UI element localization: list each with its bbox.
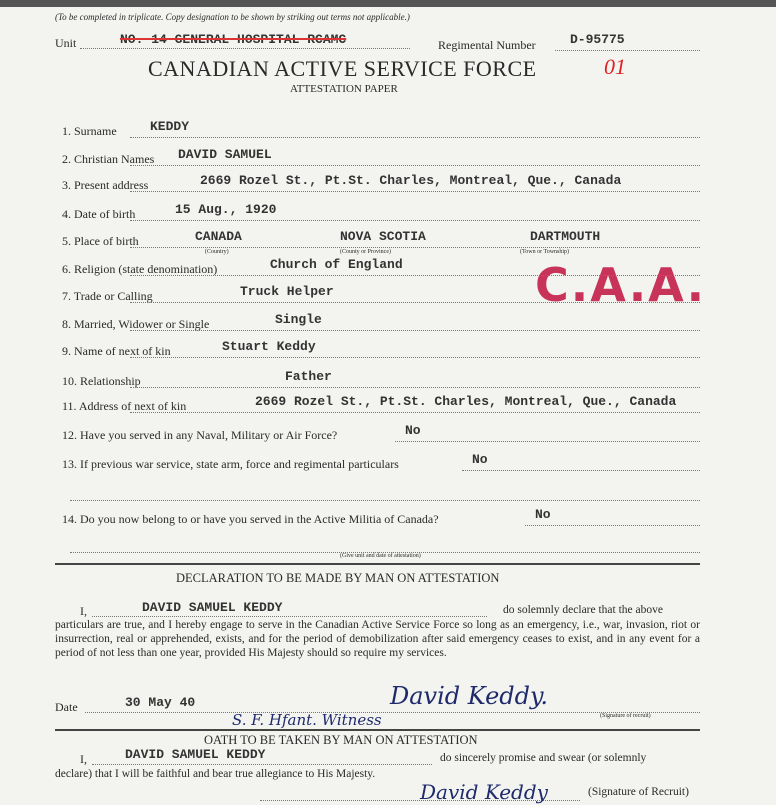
field-value: DAVID SAMUEL <box>178 147 272 162</box>
field-value: Single <box>275 312 322 327</box>
field-label: 3. Present address <box>62 178 149 192</box>
oath-name: DAVID SAMUEL KEDDY <box>125 747 266 762</box>
field-label: 10. Relationship <box>62 374 141 388</box>
field-label: 4. Date of birth <box>62 207 136 221</box>
form-subtitle: ATTESTATION PAPER <box>290 83 398 95</box>
province-value: NOVA SCOTIA <box>340 229 426 244</box>
recruit-signature: David Keddy. <box>390 682 548 710</box>
field-value: No <box>535 507 551 522</box>
unit-value: NO. 14 GENERAL HOSPITAL RCAMC <box>120 32 347 47</box>
date-value: 30 May 40 <box>125 695 196 710</box>
oath-i: I, <box>80 752 87 766</box>
oath-body: declare) that I will be faithful and bear true allegiance to His Majesty. <box>55 768 376 780</box>
field-label: 5. Place of birth <box>62 234 139 248</box>
field-label: 7. Trade or Calling <box>62 289 153 303</box>
field-label: 9. Name of next of kin <box>62 344 171 358</box>
field-label: 14. Do you now belong to or have you served in the Active Militia of Canada? <box>62 512 439 526</box>
province-caption: (County or Province) <box>340 249 391 255</box>
completion-note: (To be completed in triplicate. Copy designation to be shown by striking out terms not applicable.) <box>55 12 410 22</box>
field-value: Stuart Keddy <box>222 339 316 354</box>
unit-label: Unit <box>55 36 77 50</box>
oath-signature: David Keddy <box>420 780 548 804</box>
caa-stamp: C.A.A. <box>535 258 707 312</box>
field-label: 11. Address of next of kin <box>62 399 187 413</box>
regimental-number-value: D-95775 <box>570 32 625 47</box>
scan-edge <box>0 0 776 7</box>
declaration-name: DAVID SAMUEL KEDDY <box>142 600 283 615</box>
country-caption: (Country) <box>205 249 229 255</box>
field-label: 8. Married, Widower or Single <box>62 317 210 331</box>
field-value: KEDDY <box>150 119 190 134</box>
field-value: 15 Aug., 1920 <box>175 202 277 217</box>
declaration-heading: DECLARATION TO BE MADE BY MAN ON ATTESTATION <box>176 571 500 585</box>
form-title: CANADIAN ACTIVE SERVICE FORCE <box>148 56 537 81</box>
declaration-tail: do solemnly declare that the above <box>503 604 663 616</box>
oath-tail: do sincerely promise and swear (or solemnly <box>440 752 647 764</box>
declaration-i: I, <box>80 604 87 618</box>
witness-signature: S. F. Hfant. Witness <box>232 711 382 729</box>
field-value: 2669 Rozel St., Pt.St. Charles, Montreal, Que., Canada <box>200 173 622 188</box>
militia-caption: (Give unit and date of attestation) <box>340 553 421 559</box>
field-value: CANADA <box>195 229 242 244</box>
field-value: Truck Helper <box>240 284 334 299</box>
field-label: 6. Religion (state denomination) <box>62 262 218 276</box>
title-mark: 01 <box>604 54 626 79</box>
field-value: Church of England <box>270 257 403 272</box>
oath-heading: OATH TO BE TAKEN BY MAN ON ATTESTATION <box>204 733 478 747</box>
signature-caption: (Signature of recruit) <box>600 713 651 719</box>
field-value: No <box>405 423 421 438</box>
regimental-number-label: Regimental Number <box>438 38 536 52</box>
field-label: 13. If previous war service, state arm, force and regimental particulars <box>62 457 399 471</box>
town-value: DARTMOUTH <box>530 229 601 244</box>
town-caption: (Town or Township) <box>520 249 570 255</box>
field-label: 12. Have you served in any Naval, Military or Air Force? <box>62 428 338 442</box>
field-label: 2. Christian Names <box>62 152 155 166</box>
field-value: Father <box>285 369 332 384</box>
field-value: 2669 Rozel St., Pt.St. Charles, Montreal, Que., Canada <box>255 394 677 409</box>
oath-signature-caption: (Signature of Recruit) <box>588 786 689 798</box>
field-label: 1. Surname <box>62 124 117 138</box>
date-label: Date <box>55 700 78 714</box>
declaration-body: particulars are true, and I hereby engage to serve in the Canadian Active Service Force so long as an emergency, i.e., war, invasion, riot or insurrection, real or apprehended, exists, and for the period of demobilization after said emergency ceases to exist, and in any event for a period of not less than one year, provided His Majesty should so require my services. <box>55 619 700 659</box>
field-value: No <box>472 452 488 467</box>
